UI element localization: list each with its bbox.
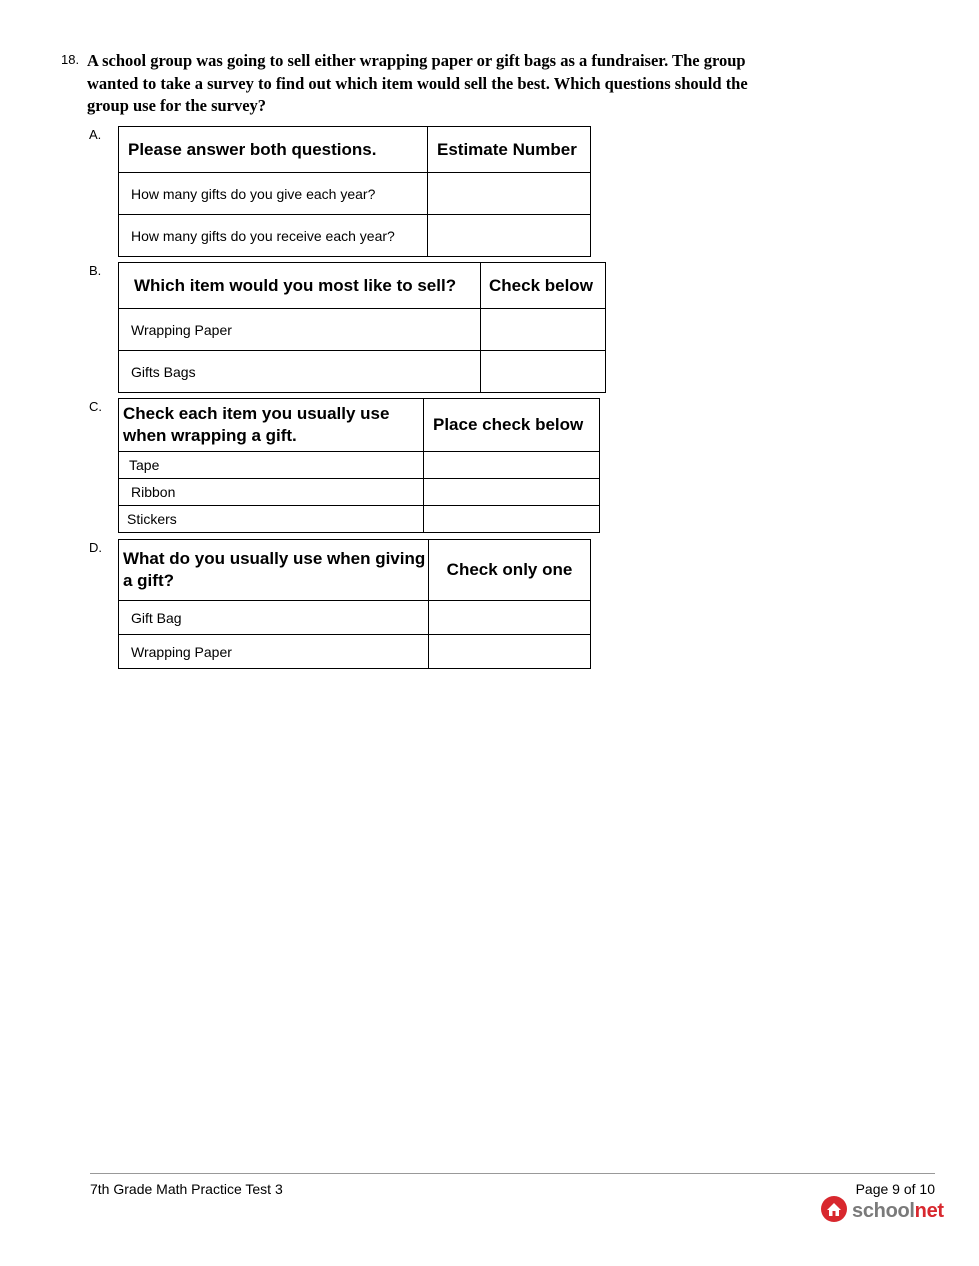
option-a-table <box>118 126 591 257</box>
house-icon <box>820 1195 848 1228</box>
option-c-letter[interactable]: C. <box>89 399 102 414</box>
option-c-table <box>118 398 600 533</box>
logo-text-school: school <box>852 1200 915 1222</box>
option-d-row-2-blank <box>429 635 591 669</box>
option-d-header-answer: Check only one <box>429 540 591 601</box>
option-a-row-2: How many gifts do you receive each year? <box>119 215 428 257</box>
option-a-letter[interactable]: A. <box>89 127 102 142</box>
option-b-table <box>118 262 606 393</box>
option-a-row-2-blank <box>428 215 591 257</box>
question-text: A school group was going to sell either wrapping paper or gift bags as a fundraiser. The group wanted to take a survey to find out which item would sell the best. Which questions should the group use for the survey? <box>87 51 748 115</box>
footer-test-title: 7th Grade Math Practice Test 3 <box>90 1181 283 1197</box>
option-a-header-answer: Estimate Number <box>428 127 591 173</box>
option-c-row-3-blank <box>424 506 600 533</box>
option-d-table <box>118 539 591 669</box>
option-b-row-2: Gifts Bags <box>119 351 481 393</box>
option-c-header-answer: Place check below <box>424 399 600 452</box>
option-c-row-3: Stickers <box>119 506 424 533</box>
option-c-row-1-blank <box>424 452 600 479</box>
schoolnet-logo <box>820 1195 944 1228</box>
question-number: 18. <box>61 52 80 67</box>
logo-text-net: net <box>914 1200 944 1222</box>
option-d-row-1-blank <box>429 601 591 635</box>
option-c-row-2-blank <box>424 479 600 506</box>
option-d-row-2: Wrapping Paper <box>119 635 429 669</box>
option-b-row-1-blank <box>481 309 606 351</box>
option-b-header-question: Which item would you most like to sell? <box>119 263 481 309</box>
option-c-header-question: Check each item you usually use when wrapping a gift. <box>119 399 424 452</box>
option-b-row-1: Wrapping Paper <box>119 309 481 351</box>
footer-divider <box>90 1173 935 1174</box>
option-b-row-2-blank <box>481 351 606 393</box>
option-c-row-2: Ribbon <box>119 479 424 506</box>
option-b-letter[interactable]: B. <box>89 263 102 278</box>
option-c-row-1: Tape <box>119 452 424 479</box>
option-d-letter[interactable]: D. <box>89 540 102 555</box>
option-a-row-1-blank <box>428 173 591 215</box>
footer-page-number: Page 9 of 10 <box>855 1181 935 1197</box>
option-d-row-1: Gift Bag <box>119 601 429 635</box>
option-d-header-question: What do you usually use when giving a gift? <box>119 540 429 601</box>
option-a-row-1: How many gifts do you give each year? <box>119 173 428 215</box>
option-b-header-answer: Check below <box>481 263 606 309</box>
option-a-header-question: Please answer both questions. <box>119 127 428 173</box>
